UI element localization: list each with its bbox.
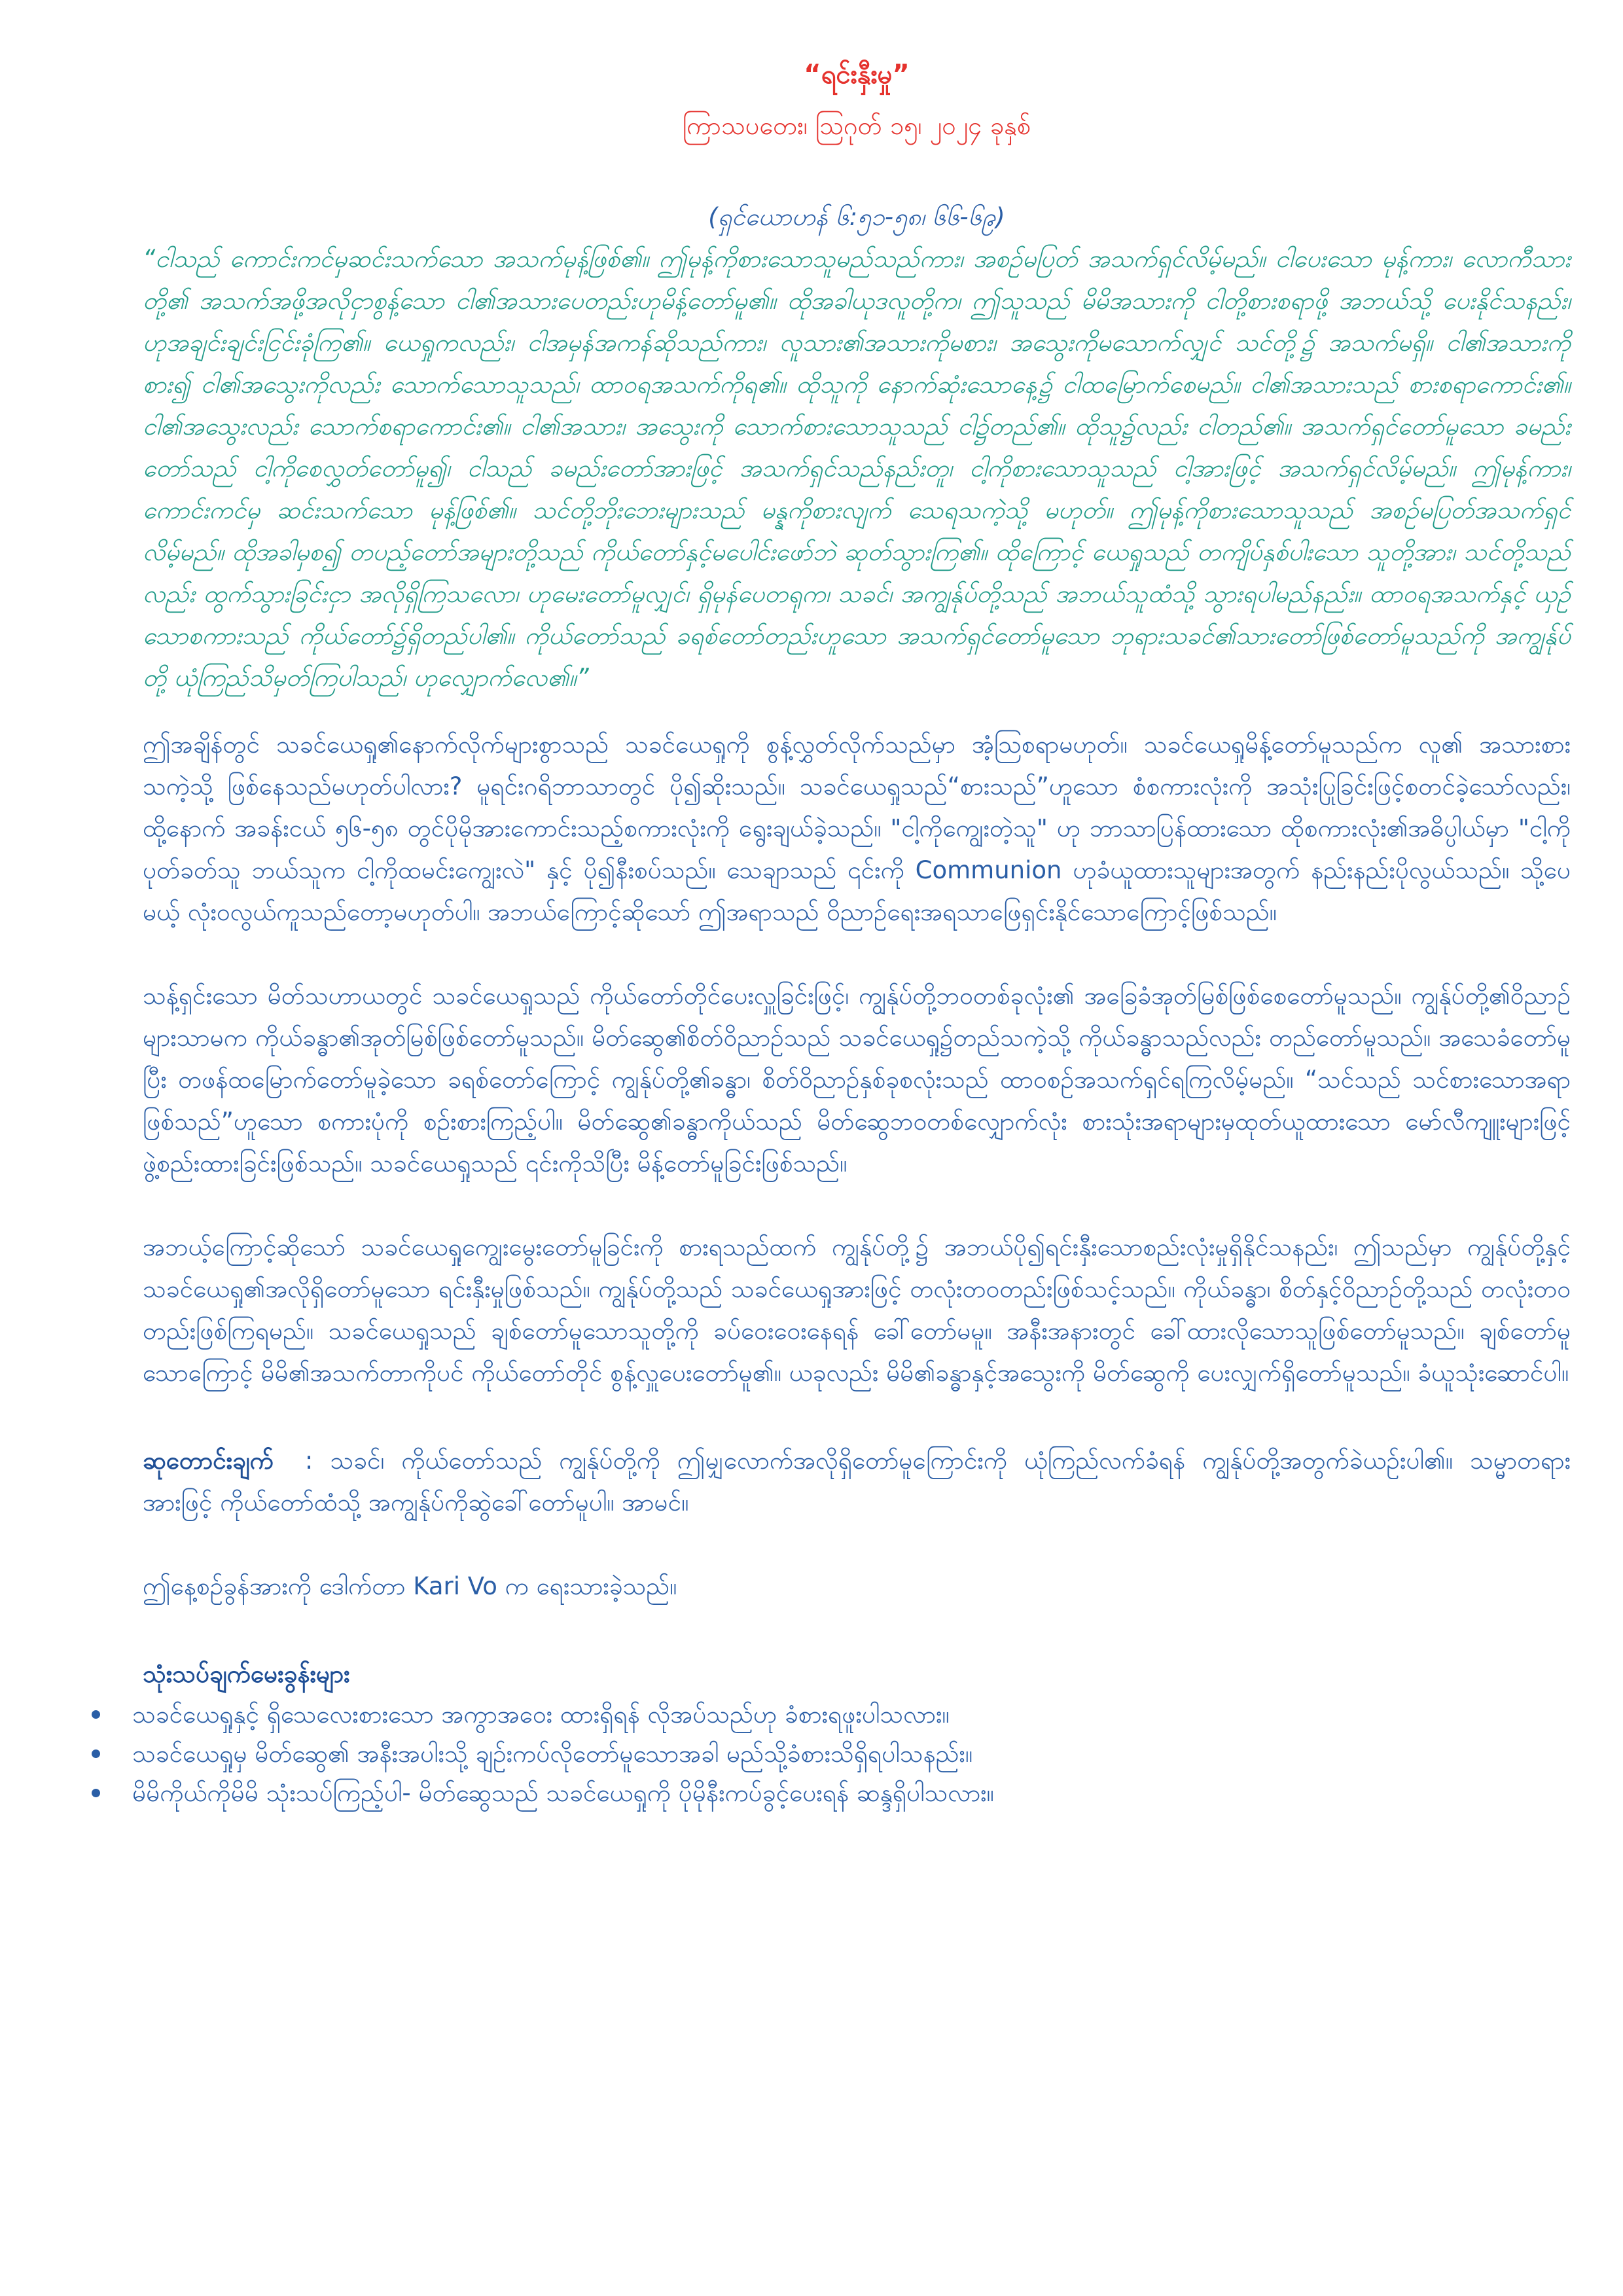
body-paragraph-3: အဘယ့်ကြောင့်ဆိုသော် သခင်ယေရှုကျွေးမွေးတော်မူခြင်းကို စားရသည်ထက် ကျွန်ုပ်တို့၌ အဘယ်ပို၍ရင်းနှီးသောစည်းလုံးမှုရှိနိုင်သနည်း၊ ဤသည်မှာ ကျွန်ုပ်တို့နှင့် သခင်ယေရှု၏အလိုရှိတော်မူသော ရင်းနှီးမှုဖြစ်သည်။ ကျွန်ုပ်တို့သည် သခင်ယေရှုအားဖြင့် တလုံးတဝတည်းဖြစ်သင့်သည်။ ကိုယ်ခန္ဓာ၊ စိတ်နှင့်ဝိညာဉ်တို့သည် တလုံးတဝတည်းဖြစ်ကြရမည်။ သခင်ယေရှုသည် ချစ်တော်မူသောသူတို့ကို ခပ်ဝေးဝေးနေရန် ခေါ်တော်မမူ။ အနီးအနားတွင် ခေါ်ထားလိုသောသူဖြစ်တော်မူသည်။ ချစ်တော်မူသောကြောင့် မိမိ၏အသက်တာကိုပင် ကိုယ်တော်တိုင် စွန့်လှူပေးတော်မူ၏။ ယခုလည်း မိမိ၏ခန္ဓာနှင့်အသွေးကို မိတ်ဆွေကို ပေးလျှက်ရှိတော်မူသည်။ ခံယူသုံးဆောင်ပါ။ — [143, 1233, 1571, 1387]
list-item — [132, 1774, 1571, 1813]
prayer-text: : သခင်၊ ကိုယ်တော်သည် ကျွန်ုပ်တို့ကို ဤမျှလောက်အလိုရှိတော်မူကြောင်းကို ယုံကြည်လက်ခံရန် ကျွန်ုပ်တို့အတွက်ခဲယဉ်းပါ၏။ သမ္မာတရားအားဖြင့် ကိုယ်တော်ထံသို့ အကျွန်ုပ်ကိုဆွဲခေါ်တော်မူပါ။ အာမင်။ — [143, 1446, 1571, 1516]
prayer — [143, 1440, 1571, 1524]
author-credit: ဤနေ့စဉ်ခွန်အားကို ဒေါက်တာ Kari Vo က ရေးသားခဲ့သည်။ — [143, 1572, 677, 1600]
page-title: “ရင်းနှီးမှု” — [804, 60, 910, 90]
scripture-passage: “ငါသည် ကောင်းကင်မှဆင်းသက်သော အသက်မုန့်ဖြစ်၏။ ဤမုန့်ကိုစားသောသူမည်သည်ကား၊ အစဉ်မပြတ် အသက်ရှင်လိမ့်မည်။ ငါပေးသော မုန့်ကား၊ လောကီသားတို့၏ အသက်အဖို့အလိုငှာစွန့်သော ငါ၏အသားပေတည်းဟုမိန့်တော်မူ၏။ ထိုအခါယုဒလူတို့က၊ ဤသူသည် မိမိအသားကို ငါတို့စားစရာဖို့ အဘယ်သို့ ပေးနိုင်သနည်း၊ ဟုအချင်းချင်းငြင်းခုံကြ၏။ ယေရှုကလည်း၊ ငါအမှန်အကန်ဆိုသည်ကား၊ လူသား၏အသားကိုမစား၊ အသွေးကိုမသောက်လျှင် သင်တို့၌ အသက်မရှိ။ ငါ၏အသားကိုစား၍ ငါ၏အသွေးကိုလည်း သောက်သောသူသည်၊ ထာဝရအသက်ကိုရ၏။ ထိုသူကို နောက်ဆုံးသောနေ့၌ ငါထမြောက်စေမည်။ ငါ၏အသားသည် စားစရာကောင်း၏။ ငါ၏အသွေးလည်း သောက်စရာကောင်း၏။ ငါ၏အသား၊ အသွေးကို သောက်စားသောသူသည် ငါ၌တည်၏။ ထိုသူ၌လည်း ငါတည်၏။ အသက်ရှင်တော်မူသော ခမည်းတော်သည် ငါ့ကိုစေလွှတ်တော်မူ၍၊ ငါသည် ခမည်းတော်အားဖြင့် အသက်ရှင်သည်နည်းတူ၊ ငါ့ကိုစားသောသူသည် ငါ့အားဖြင့် အသက်ရှင်လိမ့်မည်။ ဤမုန့်ကား၊ ကောင်းကင်မှ ဆင်းသက်သော မုန့်ဖြစ်၏။ သင်တို့ဘိုးဘေးများသည် မန္နကိုစားလျက် သေရသကဲ့သို့ မဟုတ်။ ဤမုန့်ကိုစားသောသူသည် အစဉ်မပြတ်အသက်ရှင်လိမ့်မည်။ ထိုအခါမှစ၍ တပည့်တော်အများတို့သည် ကိုယ်တော်နှင့်မပေါင်းဖော်ဘဲ ဆုတ်သွားကြ၏။ ထိုကြောင့် ယေရှုသည် တကျိပ်နှစ်ပါးသော သူတို့အား၊ သင်တို့သည်လည်း ထွက်သွားခြင်းငှာ အလိုရှိကြသလော၊ ဟုမေးတော်မူလျှင်၊ ရှိမုန်ပေတရုက၊ သခင်၊ အကျွန်ုပ်တို့သည် အဘယ်သူထံသို့ သွားရပါမည်နည်း။ ထာဝရအသက်နှင့် ယှဉ်သောစကားသည် ကိုယ်တော်၌ရှိတည်ပါ၏။ ကိုယ်တော်သည် ခရစ်တော်တည်းဟူသော အသက်ရှင်တော်မူသော ဘုရားသခင်၏သားတော်ဖြစ်တော်မူသည်ကို အကျွန်ုပ်တို့ ယုံကြည်သိမှတ်ကြပါသည်၊ ဟုလျှောက်လေ၏။” — [143, 245, 1571, 692]
date-line: ကြာသပတေး၊ ဩဂုတ် ၁၅၊ ၂၀၂၄ ခုနှစ် — [682, 111, 1031, 140]
question-text: သခင်ယေရှုနှင့် ရှိသေလေးစားသော အကွာအဝေး ထားရှိရန် လိုအပ်သည်ဟု ခံစားရဖူးပါသလား။ — [132, 1700, 950, 1729]
body-paragraph-1: ဤအချိန်တွင် သခင်ယေရှု၏နောက်လိုက်များစွာသည် သခင်ယေရှုကို စွန့်လွှတ်လိုက်သည်မှာ အံ့ဩစရာမဟုတ်။ သခင်ယေရှုမိန့်တော်မူသည်က လူ၏ အသားစားသကဲ့သို့ ဖြစ်နေသည်မဟုတ်ပါလား? မူရင်းဂရိဘာသာတွင် ပို၍ဆိုးသည်။ သခင်ယေရှုသည်“စားသည်”ဟူသော စံစကားလုံးကို အသုံးပြုခြင်းဖြင့်စတင်ခဲ့သော်လည်း၊ ထို့နောက် အခန်းငယ် ၅၆-၅၈ တွင်ပိုမိုအားကောင်းသည့်စကားလုံးကို ရွေးချယ်ခဲ့သည်။ "ငါ့ကိုကျွေးတဲ့သူ" ဟု ဘာသာပြန်ထားသော ထိုစကားလုံး၏အဓိပ္ပါယ်မှာ "ငါ့ကိုပုတ်ခတ်သူ ဘယ်သူက ငါ့ကိုထမင်းကျွေးလဲ" နှင့် ပို၍နီးစပ်သည်။ သေချာသည် ၎င်းကို Communion ဟုခံယူထားသူများအတွက် နည်းနည်းပိုလွယ်သည်။ သို့ပေမယ့် လုံးဝလွယ်ကူသည်တော့မဟုတ်ပါ။ အဘယ်ကြောင့်ဆိုသော် ဤအရာသည် ဝိညာဉ်ရေးအရသာဖြေရှင်းနိုင်သောကြောင့်ဖြစ်သည်။ — [143, 730, 1571, 926]
list-item — [132, 1695, 1571, 1734]
prayer-label: ဆုတောင်းချက် — [143, 1446, 274, 1475]
question-text: မိမိကိုယ်ကိုမိမိ သုံးသပ်ကြည့်ပါ- မိတ်ဆွေသည် သခင်ယေရှုကို ပိုမိုနီးကပ်ခွင့်ပေးရန် ဆန္ဒရှိပါသလား။ — [132, 1779, 994, 1807]
bullet-icon — [92, 1749, 100, 1758]
reflection-questions — [132, 1695, 1571, 1813]
body-paragraph-2: သန့်ရှင်းသော မိတ်သဟာယတွင် သခင်ယေရှုသည် ကိုယ်တော်တိုင်ပေးလှူခြင်းဖြင့်၊ ကျွန်ုပ်တို့ဘဝတစ်ခုလုံး၏ အခြေခံအုတ်မြစ်ဖြစ်စေတော်မူသည်။ ကျွန်ုပ်တို့၏ဝိညာဉ်များသာမက ကိုယ်ခန္ဓာ၏အုတ်မြစ်ဖြစ်တော်မူသည်။ မိတ်ဆွေ၏စိတ်ဝိညာဉ်သည် သခင်ယေရှု၌တည်သကဲ့သို့ ကိုယ်ခန္ဓာသည်လည်း တည်တော်မူသည်။ အသေခံတော်မူပြီး တဖန်ထမြောက်တော်မူခဲ့သော ခရစ်တော်ကြောင့် ကျွန်ုပ်တို့၏ခန္ဓာ၊ စိတ်ဝိညာဉ်နှစ်ခုစလုံးသည် ထာဝစဉ်အသက်ရှင်ရကြလိမ့်မည်။ “သင်သည် သင်စားသောအရာဖြစ်သည်”ဟူသော စကားပုံကို စဉ်းစားကြည့်ပါ။ မိတ်ဆွေ၏ခန္ဓာကိုယ်သည် မိတ်ဆွေဘဝတစ်လျှောက်လုံး စားသုံးအရာများမှထုတ်ယူထားသော မော်လီကျူးများဖြင့် ဖွဲ့စည်းထားခြင်းဖြစ်သည်။ သခင်ယေရှုသည် ၎င်းကိုသိပြီး မိန့်တော်မူခြင်းဖြစ်သည်။ — [143, 982, 1571, 1177]
bullet-icon — [92, 1710, 100, 1719]
bullet-icon — [92, 1789, 100, 1797]
list-item — [132, 1734, 1571, 1774]
scripture-reference: (ရှင်ယောဟန် ၆:၅၁-၅၈၊ ၆၆-၆၉) — [708, 203, 1005, 231]
question-text: သခင်ယေရှုမှ မိတ်ဆွေ၏ အနီးအပါးသို့ ချဉ်းကပ်လိုတော်မူသောအခါ မည်သို့ခံစားသိရှိရပါသနည်း။ — [132, 1740, 973, 1768]
reflection-heading: သုံးသပ်ချက်မေးခွန်းများ — [143, 1660, 350, 1688]
